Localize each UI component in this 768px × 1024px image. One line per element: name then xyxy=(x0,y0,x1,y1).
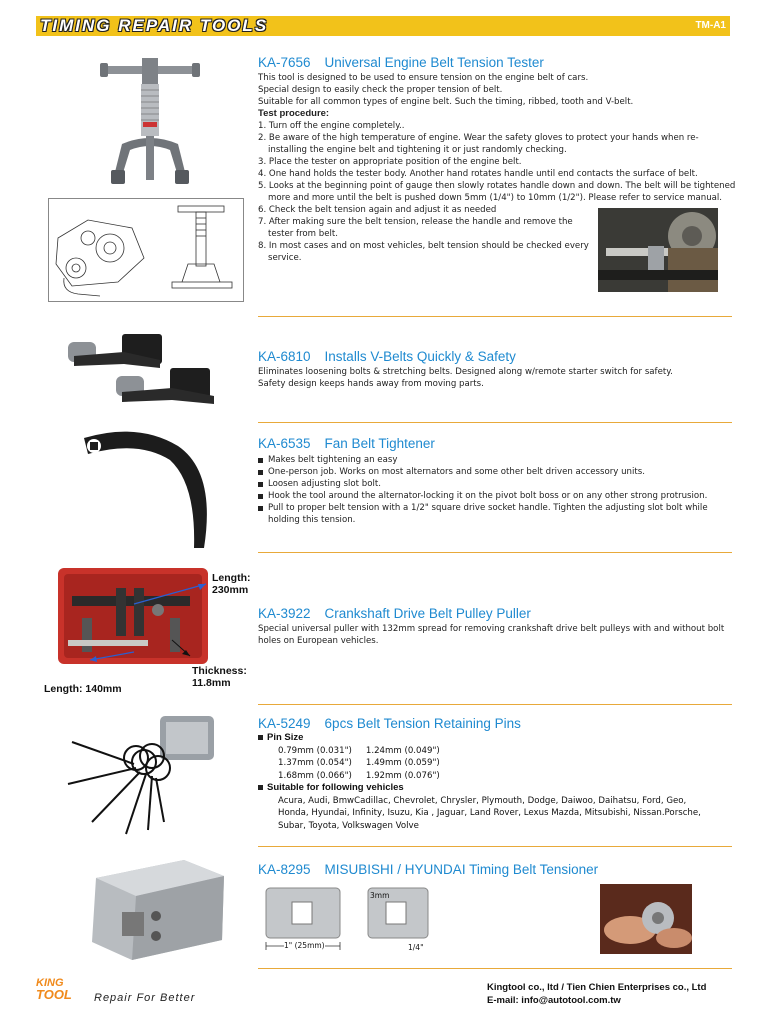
dim-quarter-inch: 1/4" xyxy=(408,943,424,952)
product-code: KA-6810 xyxy=(258,349,311,364)
product-name: Fan Belt Tightener xyxy=(324,436,435,451)
retaining-pins-image xyxy=(64,712,220,836)
feature-item: Loosen adjusting slot bolt. xyxy=(258,478,720,490)
bullet-icon xyxy=(258,735,263,740)
table-cell: 1.92mm (0.076") xyxy=(365,770,440,781)
procedure-step: 1. Turn off the engine completely.. xyxy=(258,121,405,131)
dim-3mm: 3mm xyxy=(370,891,390,900)
company-logo xyxy=(36,978,72,1000)
fan-belt-tightener-image xyxy=(78,428,218,554)
pin-size-table xyxy=(278,745,454,783)
procedure-step: 6. Check the belt tension again and adjust it as needed xyxy=(258,205,497,215)
procedure-step: 4. One hand holds the tester body. Another hand rotates handle until end contacts the surface of belt. xyxy=(258,169,698,179)
desc-line: This tool is designed to be used to ensure tension on the engine belt of cars. xyxy=(258,73,589,83)
tensioner-in-use-photo xyxy=(600,884,692,954)
desc-line: Special design to easily check the proper tension of belt. xyxy=(258,85,503,95)
desc-line: Safety design keeps hands away from moving parts. xyxy=(258,379,484,389)
section-separator xyxy=(258,316,732,317)
dim-label: Thickness: xyxy=(192,665,247,677)
company-info xyxy=(487,981,706,1007)
vehicles-label: Suitable for following vehicles xyxy=(267,782,404,793)
feature-item: One-person job. Works on most alternators and some other belt driven accessory units. xyxy=(258,466,720,478)
table-cell: 0.79mm (0.031") xyxy=(278,745,352,756)
product-title-ka-6810 xyxy=(258,349,516,364)
feature-item: Pull to proper belt tension with a 1/2" square drive socket handle. Tighten the adjusting slot bolt while holding this tension. xyxy=(258,502,720,526)
dim-value: 11.8mm xyxy=(192,677,231,689)
procedure-step: 8. In most cases and on most vehicles, belt tension should be checked every service. xyxy=(258,241,589,263)
desc-line: Eliminates loosening bolts & stretching belts. Designed along w/remote starter switch for safety. xyxy=(258,367,673,377)
dim-value: 230mm xyxy=(212,584,249,596)
table-row xyxy=(278,745,454,758)
dimension-length-top xyxy=(212,572,251,596)
slogan: Repair For Better xyxy=(94,992,196,1004)
feature-item: Makes belt tightening an easy xyxy=(258,454,720,466)
section-separator xyxy=(258,846,732,847)
procedure-title: Test procedure: xyxy=(258,108,330,119)
product-title-ka-3922 xyxy=(258,606,531,621)
company-name: Kingtool co., ltd / Tien Chien Enterprises co., Ltd xyxy=(487,982,707,993)
v-belt-installer-image xyxy=(64,330,224,410)
bullet-icon xyxy=(258,785,263,790)
pin-size-title xyxy=(258,732,728,745)
dimension-length-bottom: Length: 140mm xyxy=(44,683,122,695)
dimension-thickness xyxy=(192,665,247,689)
product-desc-ka-6535 xyxy=(258,454,720,526)
pin-size-label: Pin Size xyxy=(267,732,304,743)
product-code: KA-5249 xyxy=(258,716,311,731)
section-separator xyxy=(258,422,732,423)
dim-label: Length: xyxy=(212,572,251,584)
engine-diagram-image xyxy=(48,198,244,302)
page-title: TIMING REPAIR TOOLS xyxy=(40,16,269,35)
dim-25mm: 1" (25mm) xyxy=(284,941,325,950)
product-code: KA-6535 xyxy=(258,436,311,451)
product-title-ka-6535 xyxy=(258,436,435,451)
desc-line: Special universal puller with 132mm spread for removing crankshaft drive belt pulleys with and without bolt holes on European vehicles. xyxy=(258,624,725,646)
procedure-step: 7. After making sure the belt tension, release the handle and remove the tester from belt. xyxy=(258,217,573,239)
table-cell: 1.49mm (0.059") xyxy=(365,758,440,768)
page-code: TM-A1 xyxy=(695,20,726,31)
vehicles-list: Acura, Audi, BmwCadillac, Chevrolet, Chrysler, Plymouth, Dodge, Daiwoo, Daihatsu, Ford, Geo, Honda, Hyundai, Infinity, Isuzu, Kia , Jaguar, Land Rover, Lexus Mazda, Mitsubishi, Nissan.Porsche, Subar, Toyota, Volkswagen Volve xyxy=(278,795,701,831)
tester-in-use-photo xyxy=(598,208,718,292)
logo-top: KING xyxy=(36,977,64,989)
product-name: MISUBISHI / HYUNDAI Timing Belt Tensioner xyxy=(324,862,599,877)
product-name: Installs V-Belts Quickly & Safety xyxy=(324,349,516,364)
procedure-step: 2. Be aware of the high temperature of engine. Wear the safety gloves to protect your hands when re-installing the engine belt and tightening it or just randomly checking. xyxy=(258,133,699,155)
belt-tension-tester-image xyxy=(100,58,200,190)
table-cell: 1.37mm (0.054") xyxy=(278,758,352,768)
section-separator xyxy=(258,704,732,705)
table-cell: 1.24mm (0.049") xyxy=(365,745,440,756)
company-email: E-mail: info@autotool.com.tw xyxy=(487,995,621,1006)
table-row xyxy=(278,770,454,783)
section-separator xyxy=(258,552,732,553)
desc-line: Suitable for all common types of engine belt. Such the timing, ribbed, tooth and V-belt. xyxy=(258,97,634,107)
product-desc-ka-3922 xyxy=(258,623,728,647)
feature-list xyxy=(258,454,720,526)
vehicles-title xyxy=(258,782,728,795)
procedure-step: 5. Looks at the beginning point of gauge then slowly rotates handle down and down. The belt will be tightened more and more until the belt is pushed down 5mm (1/4") to 10mm (1/2"). Please refer to service manual. xyxy=(258,181,736,203)
product-title-ka-8295 xyxy=(258,862,598,877)
product-title-ka-5249 xyxy=(258,716,521,731)
product-code: KA-3922 xyxy=(258,606,311,621)
logo-bottom: TOOL xyxy=(36,987,72,1002)
feature-item: Hook the tool around the alternator-locking it on the pivot bolt boss or on any other strong protrusion. xyxy=(258,490,720,502)
product-desc-ka-6810 xyxy=(258,366,728,390)
section-separator xyxy=(258,968,732,969)
product-name: 6pcs Belt Tension Retaining Pins xyxy=(324,716,521,731)
table-cell: 1.68mm (0.066") xyxy=(278,770,352,781)
product-name: Universal Engine Belt Tension Tester xyxy=(324,55,544,70)
table-row xyxy=(278,757,454,770)
timing-belt-tensioner-image xyxy=(84,856,230,964)
procedure-step: 3. Place the tester on appropriate position of the engine belt. xyxy=(258,157,522,167)
product-title-ka-7656 xyxy=(258,55,544,70)
product-name: Crankshaft Drive Belt Pulley Puller xyxy=(324,606,531,621)
product-code: KA-7656 xyxy=(258,55,311,70)
product-code: KA-8295 xyxy=(258,862,311,877)
product-desc-ka-5249 xyxy=(258,732,728,832)
